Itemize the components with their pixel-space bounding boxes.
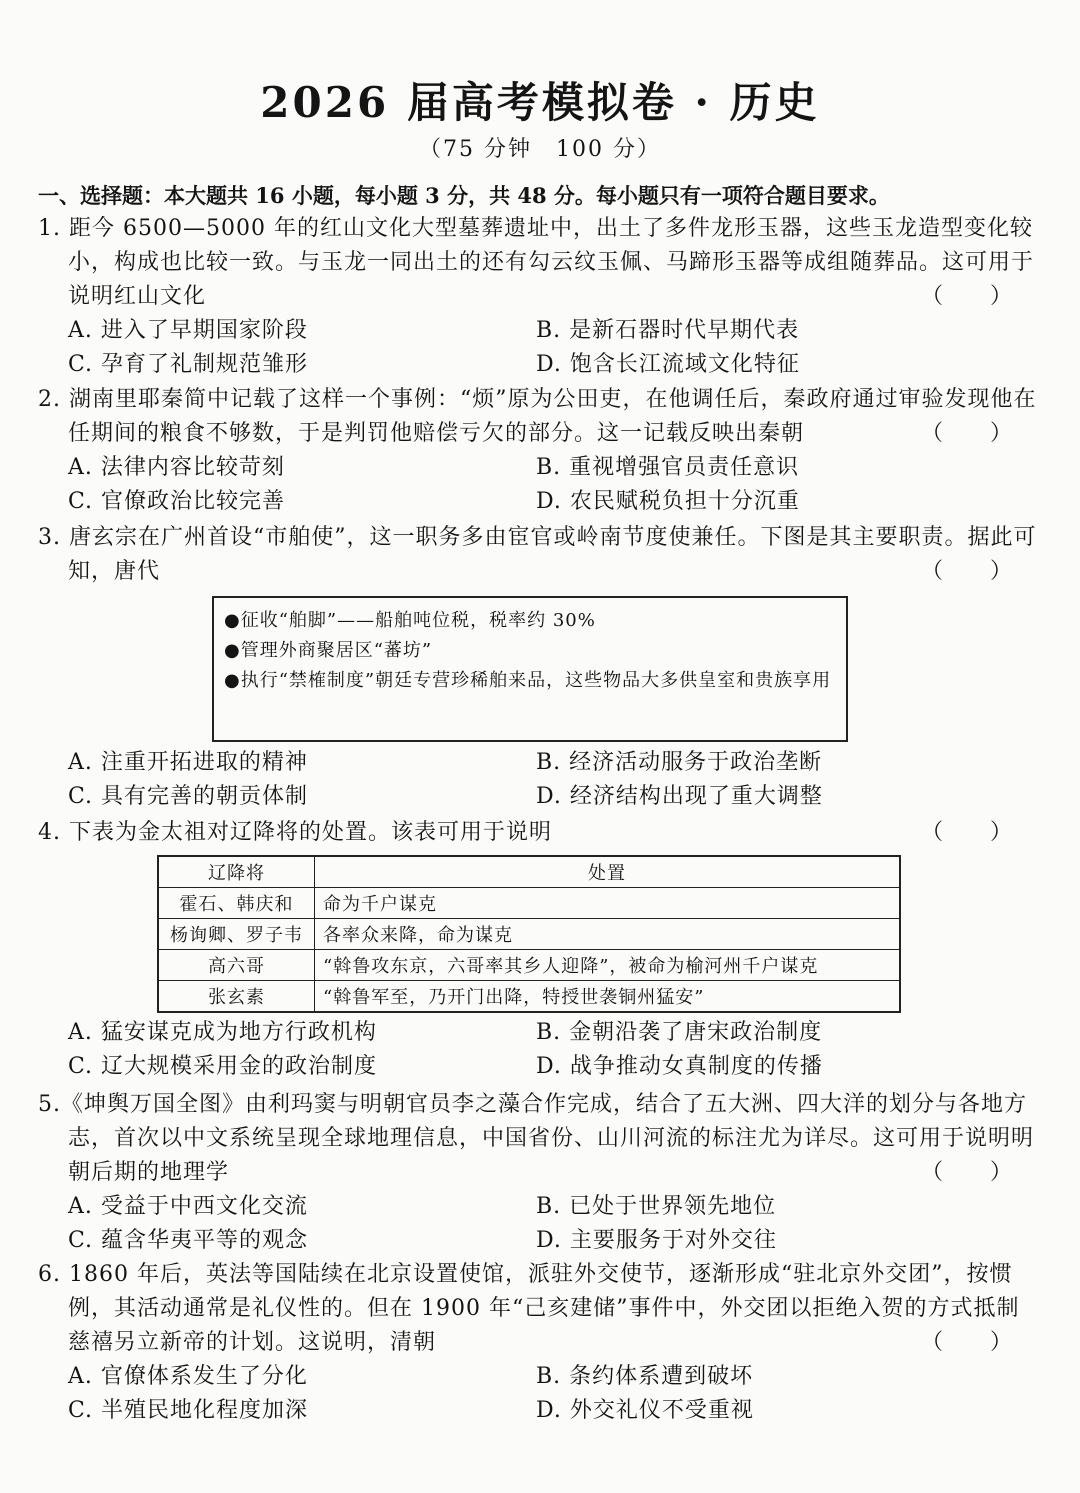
option-c: C. 孕育了礼制规范雏形: [68, 352, 309, 377]
section-heading: 一、选择题：本大题共 16 小题，每小题 3 分，共 48 分。每小题只有一项符合题目要求。: [38, 183, 890, 208]
question-stem-text: 3. 唐玄宗在广州首设“市舶使”，这一职务多由宦官或岭南节度使兼任。下图是其主要职责。据此可知，唐代: [38, 525, 1037, 584]
question-2: [38, 383, 1038, 519]
answer-bracket: （ ）: [921, 1330, 1032, 1355]
question-stem-text: 5.《坤舆万国全图》由利玛窦与明朝官员李之藻合作完成，结合了五大洲、四大洋的划分与各地方志，首次以中文系统呈现全球地理信息，中国省份、山川河流的标注尤为详尽。这可用于说明明朝后期的地理学: [38, 1092, 1035, 1185]
question-3: [38, 521, 1038, 589]
option-b: B. 重视增强官员责任意识: [536, 455, 800, 480]
duty-item: ●执行“禁榷制度”朝廷专营珍稀舶来品，这些物品大多供皇室和贵族享用: [224, 670, 832, 691]
table-row: [158, 919, 900, 950]
option-a: A. 受益于中西文化交流: [68, 1194, 308, 1219]
option-a: A. 猛安谋克成为地方行政机构: [68, 1020, 377, 1045]
question-4-options-wrap: [38, 1016, 1038, 1084]
table-row: [158, 950, 900, 981]
option-c: C. 具有完善的朝贡体制: [68, 784, 309, 809]
question-1: [38, 212, 1038, 382]
answer-bracket: （ ）: [921, 820, 1032, 845]
option-d: D. 经济结构出现了重大调整: [536, 784, 823, 809]
question-stem-text: 4. 下表为金太祖对辽降将的处置。该表可用于说明: [38, 820, 552, 845]
question-6-stem: [38, 1258, 1038, 1360]
table-row: [158, 981, 900, 1013]
option-b: B. 条约体系遭到破坏: [536, 1364, 754, 1389]
duty-box: [212, 596, 848, 742]
table-header: 处置: [315, 856, 901, 888]
table-cell: “斡鲁攻东京，六哥率其乡人迎降”，被命为榆河州千户谋克: [315, 950, 901, 981]
question-3-options-wrap: [38, 746, 1038, 814]
option-d: D. 战争推动女真制度的传播: [536, 1054, 823, 1079]
table-cell: 命为千户谋克: [315, 888, 901, 919]
table-header: 辽降将: [158, 856, 315, 888]
question-3-options: [38, 746, 1038, 814]
question-stem-text: 1. 距今 6500—5000 年的红山文化大型墓葬遗址中，出土了多件龙形玉器，这些玉龙造型变化较小，构成也比较一致。与玉龙一同出土的还有勾云纹玉佩、马蹄形玉器等成组随葬品。这可用于说明红山文化: [38, 216, 1035, 309]
option-b: B. 经济活动服务于政治垄断: [536, 750, 823, 775]
option-c: C. 官僚政治比较完善: [68, 489, 286, 514]
table-cell: 杨询卿、罗子韦: [158, 919, 315, 950]
exam-title: 2026 届高考模拟卷 · 历史: [260, 78, 820, 127]
surrender-table: [157, 855, 901, 1013]
question-5: [38, 1088, 1038, 1258]
question-2-options: [38, 451, 1038, 519]
table-row: [158, 888, 900, 919]
option-a: A. 进入了早期国家阶段: [68, 318, 308, 343]
question-4-stem: [38, 816, 1038, 850]
table-cell: 高六哥: [158, 950, 315, 981]
exam-duration-score: （75 分钟 100 分）: [419, 137, 661, 162]
option-d: D. 饱含长江流域文化特征: [536, 352, 800, 377]
answer-bracket: （ ）: [921, 284, 1032, 309]
answer-bracket: （ ）: [921, 559, 1032, 584]
option-d: D. 外交礼仪不受重视: [536, 1398, 754, 1423]
option-a: A. 注重开拓进取的精神: [68, 750, 308, 775]
duty-item: ●征收“舶脚”——船舶吨位税，税率约 30%: [224, 610, 596, 631]
question-1-stem: [38, 212, 1038, 314]
answer-bracket: （ ）: [921, 421, 1032, 446]
duty-item: ●管理外商聚居区“蕃坊”: [224, 640, 433, 661]
option-d: D. 主要服务于对外交往: [536, 1228, 777, 1253]
option-c: C. 辽大规模采用金的政治制度: [68, 1054, 378, 1079]
question-3-stem: [38, 521, 1038, 589]
question-stem-text: 2. 湖南里耶秦简中记载了这样一个事例：“烦”原为公田吏，在他调任后，秦政府通过审验发现他在任期间的粮食不够数，于是判罚他赔偿亏欠的部分。这一记载反映出秦朝: [38, 387, 1037, 446]
option-d: D. 农民赋税负担十分沉重: [536, 489, 800, 514]
question-1-options: [38, 314, 1038, 382]
option-c: C. 蕴含华夷平等的观念: [68, 1228, 309, 1253]
table-cell: 各率众来降，命为谋克: [315, 919, 901, 950]
table-cell: 霍石、韩庆和: [158, 888, 315, 919]
question-6: [38, 1258, 1038, 1428]
question-4-options: [38, 1016, 1038, 1084]
option-b: B. 已处于世界领先地位: [536, 1194, 777, 1219]
question-2-stem: [38, 383, 1038, 451]
option-a: A. 法律内容比较苛刻: [68, 455, 285, 480]
question-4: [38, 816, 1038, 850]
question-5-stem: [38, 1088, 1038, 1190]
answer-bracket: （ ）: [921, 1160, 1032, 1185]
table-cell: 张玄素: [158, 981, 315, 1013]
question-stem-text: 6. 1860 年后，英法等国陆续在北京设置使馆，派驻外交使节，逐渐形成“驻北京外交团”，按惯例，其活动通常是礼仪性的。但在 1900 年“己亥建储”事件中，外交团以拒绝入贺的方式抵制慈禧另立新帝的计划。这说明，清朝: [38, 1262, 1020, 1355]
option-a: A. 官僚体系发生了分化: [68, 1364, 308, 1389]
option-b: B. 金朝沿袭了唐宋政治制度: [536, 1020, 823, 1045]
table-header-row: [158, 856, 900, 888]
option-b: B. 是新石器时代早期代表: [536, 318, 800, 343]
option-c: C. 半殖民地化程度加深: [68, 1398, 309, 1423]
question-6-options: [38, 1360, 1038, 1428]
table-cell: “斡鲁军至，乃开门出降，特授世袭铜州猛安”: [315, 981, 901, 1013]
question-5-options: [38, 1190, 1038, 1258]
